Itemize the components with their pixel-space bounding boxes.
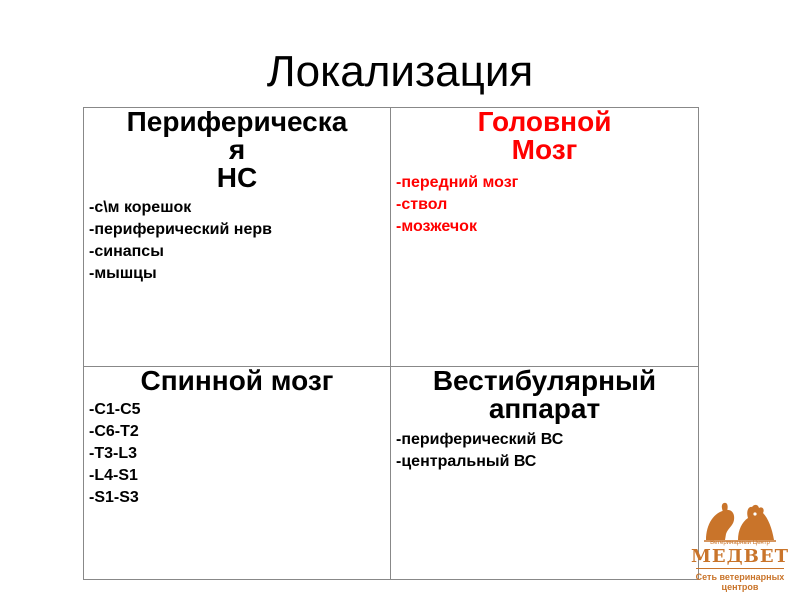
list-item: -L4-S1 bbox=[89, 467, 138, 484]
heading-line: Мозг bbox=[511, 134, 578, 165]
heading-line: аппарат bbox=[488, 393, 601, 424]
list-item: -С1-С5 bbox=[89, 401, 141, 418]
item-list bbox=[84, 197, 390, 285]
list-item: -синапсы bbox=[89, 243, 164, 260]
cell-spinal-cord bbox=[84, 367, 391, 580]
clinic-logo bbox=[688, 500, 792, 595]
slide-title: Локализация bbox=[266, 47, 534, 96]
list-item: -мозжечок bbox=[396, 218, 477, 235]
list-item: -Т3-L3 bbox=[89, 445, 137, 462]
cell-vestibular bbox=[391, 367, 699, 580]
list-item: -мышцы bbox=[89, 265, 157, 282]
logo-subtitle: Ветеринарный Центр bbox=[710, 540, 770, 546]
list-item: -с\м корешок bbox=[89, 199, 192, 216]
heading-line: НС bbox=[216, 162, 258, 193]
cell-heading bbox=[84, 367, 390, 395]
cell-heading bbox=[84, 108, 390, 192]
item-list bbox=[391, 172, 698, 238]
logo-tagline bbox=[688, 572, 792, 592]
cell-heading bbox=[391, 108, 698, 164]
table-row bbox=[84, 367, 699, 580]
dog-cat-icon bbox=[702, 500, 778, 542]
heading-line: Периферическа bbox=[126, 106, 348, 137]
heading-line: Головной bbox=[477, 106, 612, 137]
list-item: -С6-Т2 bbox=[89, 423, 139, 440]
localization-table bbox=[83, 107, 699, 580]
heading-line: Вестибулярный bbox=[432, 365, 657, 396]
table-row bbox=[84, 108, 699, 367]
cell-heading bbox=[391, 367, 698, 423]
cell-peripheral-ns bbox=[84, 108, 391, 367]
item-list bbox=[391, 429, 698, 473]
heading-line: Спинной мозг bbox=[140, 365, 334, 396]
list-item: -передний мозг bbox=[396, 174, 519, 191]
logo-divider bbox=[696, 568, 784, 569]
list-item: -ствол bbox=[396, 196, 448, 213]
list-item: -периферический нерв bbox=[89, 221, 272, 238]
tagline-line: Сеть ветеринарных bbox=[695, 572, 785, 582]
tagline-line: центров bbox=[721, 582, 759, 592]
list-item: -S1-S3 bbox=[89, 489, 139, 506]
list-item: -центральный ВС bbox=[396, 453, 537, 470]
cell-brain bbox=[391, 108, 699, 367]
logo-name: МЕДВЕТ bbox=[691, 546, 789, 567]
item-list bbox=[84, 399, 390, 509]
heading-line: я bbox=[228, 134, 246, 165]
list-item: -периферический ВС bbox=[396, 431, 564, 448]
